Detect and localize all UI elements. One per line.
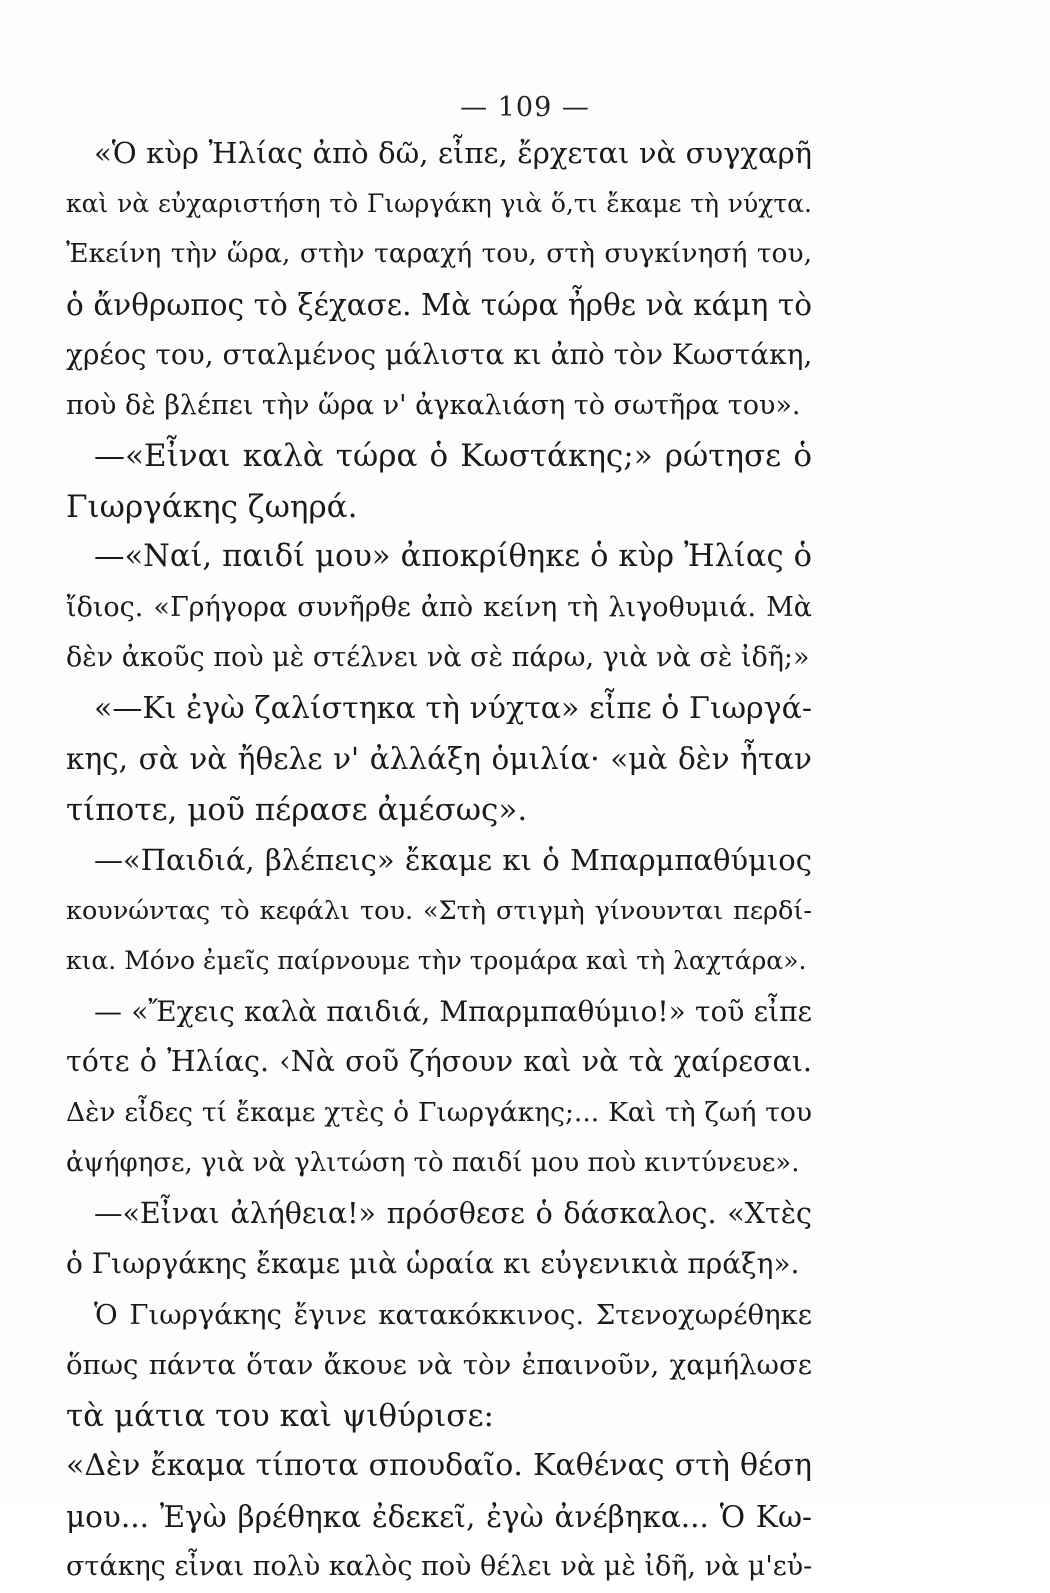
text-line: —«Παιδιά, βλέπεις» ἔκαμε κι ὁ Μπαρμπαθύμιος bbox=[94, 843, 812, 877]
text-line: ὅπως πάντα ὅταν ἄκουε νὰ τὸν ἐπαινοῦν, χαμήλωσε bbox=[66, 1349, 812, 1381]
text-line: στάκης εἶναι πολὺ καλὸς ποὺ θέλει νὰ μὲ ἰδῆ, νὰ μ'εὐ- bbox=[66, 1551, 812, 1582]
text-line: κια. Μόνο ἐμεῖς παίρνουμε τὴν τρομάρα καὶ τὴ λαχτάρα». bbox=[66, 946, 807, 975]
text-line: τίποτε, μοῦ πέρασε ἀμέσως». bbox=[66, 791, 528, 828]
text-line: ποὺ δὲ βλέπει τὴν ὥρα ν' ἀγκαλιάση τὸ σωτῆρα του». bbox=[66, 389, 801, 421]
text-line: ὁ ἄνθρωπος τὸ ξέχασε. Μὰ τώρα ἦρθε νὰ κάμη τὸ bbox=[66, 287, 812, 322]
text-line: «Δὲν ἔκαμα τίποτα σπουδαῖο. Καθένας στὴ θέση bbox=[66, 1448, 812, 1483]
text-line: τὰ μάτια του καὶ ψιθύρισε: bbox=[66, 1397, 494, 1434]
text-line: Ἐκείνη τὴν ὥρα, στὴν ταραχή του, στὴ συγκίνησή του, bbox=[66, 238, 812, 269]
text-line: Ὁ Γιωργάκης ἔγινε κατακόκκινος. Στενοχωρέθηκε bbox=[94, 1298, 812, 1331]
text-line: — «Ἔχεις καλὰ παιδιά, Μπαρμπαθύμιο!» τοῦ εἶπε bbox=[94, 994, 812, 1028]
body-text bbox=[66, 128, 812, 1593]
text-line: «—Κι ἐγὼ ζαλίστηκα τὴ νύχτα» εἶπε ὁ Γιωργά- bbox=[94, 690, 812, 726]
text-line: τότε ὁ Ἠλίας. ‹Νὰ σοῦ ζήσουν καὶ νὰ τὰ χαίρεσαι. bbox=[66, 1045, 812, 1078]
text-line: μου... Ἐγὼ βρέθηκα ἐδεκεῖ, ἐγὼ ἀνέβηκα... Ὁ Κω- bbox=[66, 1499, 812, 1534]
text-line: ὁ Γιωργάκης ἔκαμε μιὰ ὡραία κι εὐγενικιὰ πράξη». bbox=[66, 1247, 800, 1280]
text-line: —«Ναί, παιδί μου» ἀποκρίθηκε ὁ κὺρ Ἠλίας ὁ bbox=[94, 539, 812, 574]
text-line: κης, σὰ νὰ ἤθελε ν' ἀλλάξη ὁμιλία· «μὰ δὲν ἦταν bbox=[66, 742, 812, 776]
text-line: Γιωργάκης ζωηρά. bbox=[66, 488, 358, 525]
text-line: —«Εἶναι ἀλήθεια!» πρόσθεσε ὁ δάσκαλος. «Χτὲς bbox=[94, 1196, 812, 1230]
text-line: «Ὁ κὺρ Ἠλίας ἀπὸ δῶ, εἶπε, ἔρχεται νὰ συγχαρῆ bbox=[94, 136, 812, 170]
text-line: χρέος του, σταλμένος μάλιστα κι ἀπὸ τὸν Κωστάκη, bbox=[66, 338, 812, 371]
text-line: καὶ νὰ εὐχαριστήση τὸ Γιωργάκη γιὰ ὅ,τι ἔκαμε τὴ νύχτα. bbox=[66, 188, 812, 218]
text-line: δὲν ἀκοῦς ποὺ μὲ στέλνει νὰ σὲ πάρω, γιὰ νὰ σὲ ἰδῆ;» bbox=[66, 642, 810, 673]
text-line: ἀψήφησε, γιὰ νὰ γλιτώση τὸ παιδί μου ποὺ κιντύνευε». bbox=[66, 1148, 800, 1178]
text-line: ἴδιος. «Γρήγορα συνῆρθε ἀπὸ κείνη τὴ λιγοθυμιά. Μὰ bbox=[66, 591, 812, 623]
text-line: Δὲν εἶδες τί ἔκαμε χτὲς ὁ Γιωργάκης;... Καὶ τὴ ζωή του bbox=[66, 1096, 812, 1128]
text-line: κουνώντας τὸ κεφάλι του. «Στὴ στιγμὴ γίνουνται περδί- bbox=[66, 895, 812, 926]
text-line: —«Εἶναι καλὰ τώρα ὁ Κωστάκης;» ρώτησε ὁ bbox=[94, 438, 812, 474]
page-number: — 109 — bbox=[460, 92, 590, 123]
